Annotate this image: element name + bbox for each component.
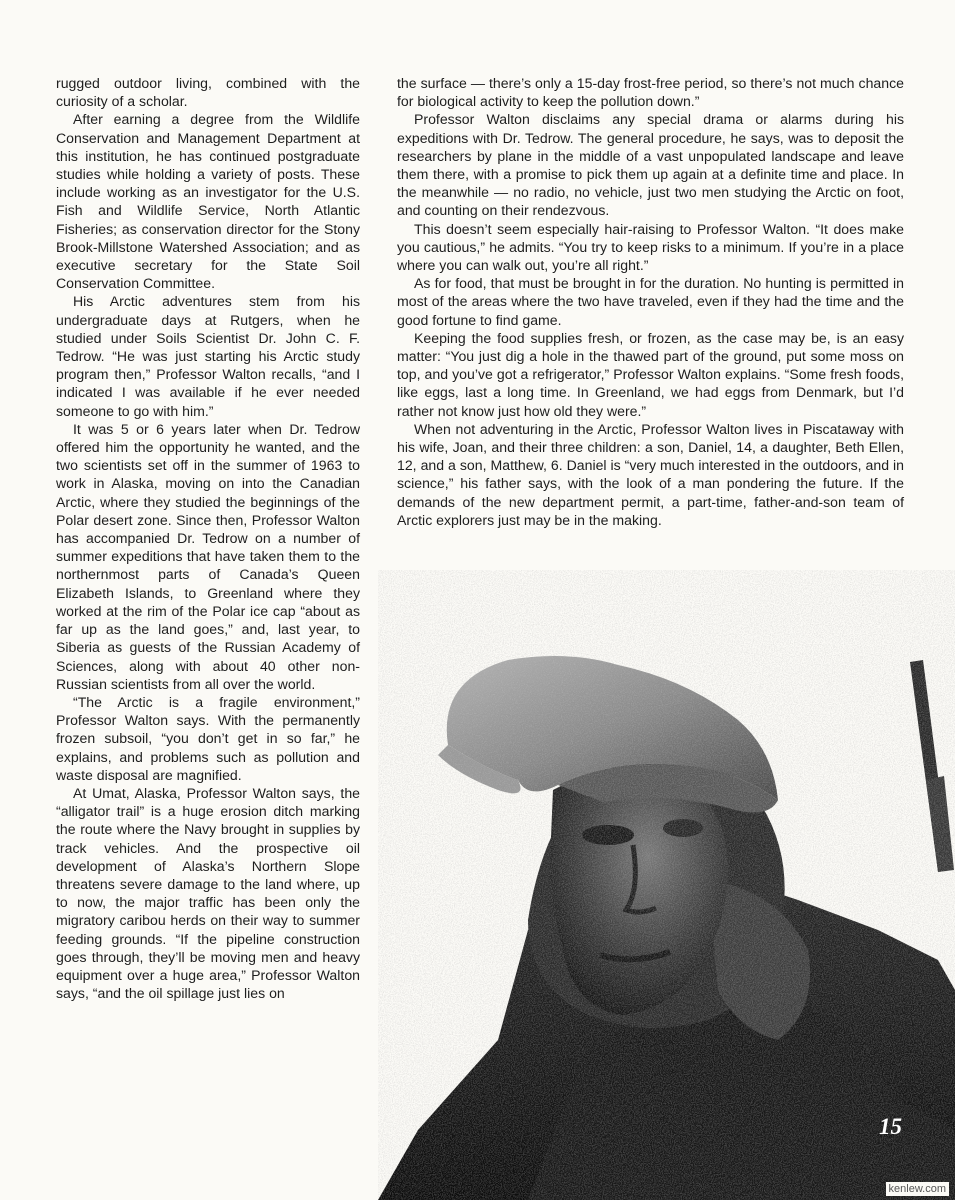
paragraph: His Arctic adventures stem from his undergraduate days at Rutgers, when he studied under Soils Scientist Dr. John C. F. Tedrow. “He was just starting his Arctic study program then,” Professor Walton recalls, “and I indicated I was available if he ever needed someone to go with him.” [56,293,360,419]
paragraph: When not adventuring in the Arctic, Professor Walton lives in Piscataway with his wife, Joan, and their three children: a son, Daniel, 14, a daughter, Beth Ellen, 12, and a son, Matthew, 6. Daniel is “very much interested in the outdoors, and in science,” his father says, with the look of a man pondering the future. If the demands of the new department permit, a part-time, father-and-son team of Arctic explorers just may be in the making. [397,420,904,528]
paragraph: It was 5 or 6 years later when Dr. Tedrow offered him the opportunity he wanted, and the two scientists set off in the summer of 1963 to work in Alaska, moving on into the Canadian Arctic, where they studied the beginnings of the Polar desert zone. Since then, Professor Walton has accompanied Dr. Tedrow on a number of summer expeditions that have taken them to the northernmost parts of Canada’s Queen Elizabeth Islands, to Greenland where they worked at the rim of the Polar ice cap “about as far up as the land goes,” and, last year, to Siberia as guests of the Russian Academy of Sciences, along with about 40 other non-Russian scientists from all over the world. [56,420,360,692]
paragraph: the surface — there’s only a 15-day frost-free period, so there’s not much chance for biological activity to keep the pollution down.” [397,75,904,110]
paragraph: After earning a degree from the Wildlife Conservation and Management Department at this institution, he has continued postgraduate studies while holding a variety of posts. These include working as an investigator for the U.S. Fish and Wildlife Service, North Atlantic Fisheries; as conservation director for the Stony Brook-Millstone Watershed Association; and as executive secretary for the State Soil Conservation Committee. [56,111,360,292]
paragraph: rugged outdoor living, combined with the curiosity of a scholar. [56,75,360,110]
paragraph: “The Arctic is a fragile environment,” Professor Walton says. With the permanently frozen subsoil, “you don’t get in so far,” he explains, and problems such as pollution and waste disposal are magnified. [56,693,360,783]
left-text-column [56,74,360,1002]
paragraph: This doesn’t seem especially hair-raising to Professor Walton. “It does make you cautious,” he admits. “You try to keep risks to a minimum. If you’re in a place where you can walk out, you’re all right.” [397,220,904,274]
paragraph: At Umat, Alaska, Professor Walton says, the “alligator trail” is a huge erosion ditch marking the route where the Navy brought in supplies by track vehicles. And the prospective oil development of Alaska’s Northern Slope threatens severe damage to the land where, up to now, the major traffic has been only the migratory caribou herds on their way to summer feeding grounds. “If the pipeline construction goes through, they’ll be moving men and heavy equipment over a huge area,” Professor Walton says, “and the oil spillage just lies on [56,784,360,1002]
paragraph: Keeping the food supplies fresh, or frozen, as the case may be, is an easy matter: “You just dig a hole in the thawed part of the ground, put some moss on top, and you’ve got a refrigerator,” Professor Walton explains. “Some fresh foods, like eggs, last a long time. In Greenland, we had eggs from Denmark, but I’d rather not know just how old they were.” [397,329,904,419]
page-number: 15 [879,1114,902,1139]
portrait-photo [378,570,955,1200]
paragraph: As for food, that must be brought in for the duration. No hunting is permitted in most of the areas where the two have traveled, even if they had the time and the good fortune to find game. [397,275,904,328]
right-text-column [397,74,904,529]
paragraph: Professor Walton disclaims any special drama or alarms during his expeditions with Dr. Tedrow. The general procedure, he says, was to deposit the researchers by plane in the middle of a vast unpopulated landscape and leave them there, with a promise to pick them up again at a definite time and place. In the meanwhile — no radio, no vehicle, just two men studying the Arctic on foot, and counting on their rendezvous. [397,111,904,219]
site-credit: kenlew.com [886,1182,949,1196]
